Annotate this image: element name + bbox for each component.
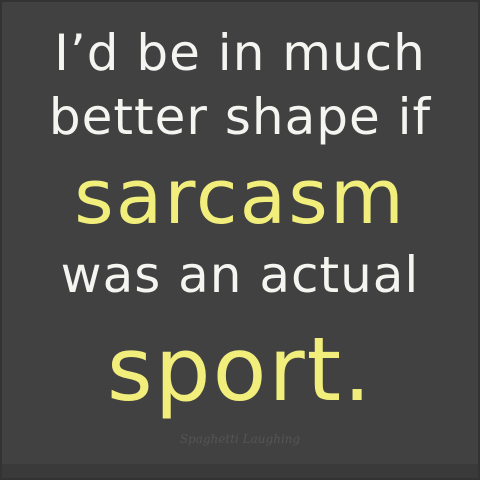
bottom-strip [2,464,478,478]
quote-highlight-sport: sport. [106,318,374,421]
quote-highlight-sarcasm: sarcasm [74,152,406,241]
quote-line-4: was an actual [60,246,420,304]
watermark-logo: Spaghetti Laughing [179,432,301,446]
quote-line-1: I’d be in much [54,24,426,82]
quote-line-2: better shape if [48,88,432,146]
